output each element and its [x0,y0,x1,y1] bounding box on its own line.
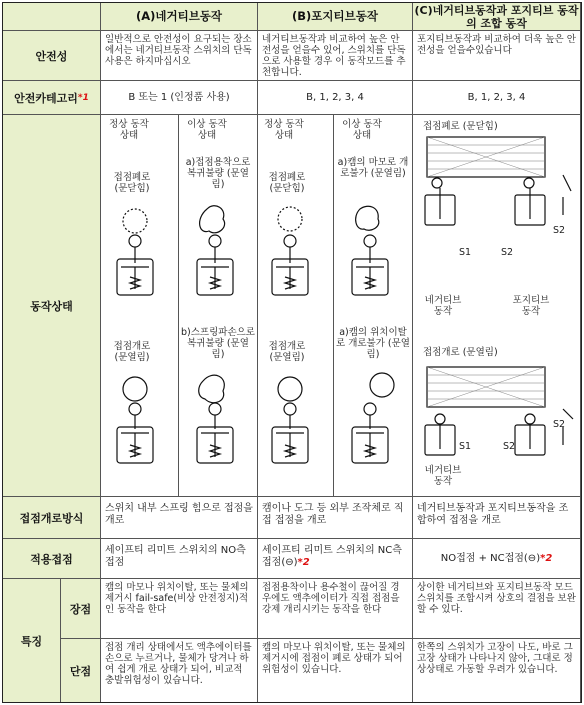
cap-abnormal-a: 이상 동작상태 [187,119,227,141]
cap-closed-a: 접점폐로 (문닫힘) [113,172,151,194]
contact-combined-footnote: *2 [540,553,553,564]
label-feature: 특징 [3,579,61,702]
operation-negative-normal [101,115,179,497]
label-negative-c1: 네거티브 동작 [424,295,462,317]
safety-combined: 포지티브동작과 비교하여 더욱 높은 안전성을 얻을수있습니다 [413,31,581,81]
label-s2-c2-left: S2 [503,441,516,452]
label-con: 단점 [61,639,101,702]
con-combined: 한쪽의 스위치가 고장이 나도, 바로 그 고장 상태가 나타나지 않아, 그대로 정상상태로 가동할 우려가 있습니다. [413,639,581,702]
label-contact: 적용접점 [3,539,101,579]
cap-fault-b-top: a)캠의 마모로 개로불가 (문열림) [337,157,409,179]
pro-combined: 상이한 네거티브와 포지티브동작 모드 스위치를 조합시켜 상호의 결점을 보완할 수 있다. [413,579,581,639]
cap-abnormal-b: 이상 동작상태 [342,119,382,141]
cap-closed-c: 접점폐로 (문닫힘) [423,121,498,132]
header-negative: (A)네거티브동작 [101,3,258,31]
switch-figure-a3 [179,197,258,317]
contact-positive [258,539,413,579]
contact-combined-text: NO접점 + NC접점(⊖) [440,553,541,564]
open-method-combined: 네거티브동작과 포지티브동작을 조합하여 접점을 개로 [413,497,581,539]
header-blank [3,3,101,31]
cap-fault-b-bottom: a)캠의 위치이탈로 개로불가 (문열림) [336,327,410,360]
label-pro: 장점 [61,579,101,639]
label-negative-c2: 네거티브 동작 [424,465,462,487]
category-footnote-mark: *1 [77,92,89,103]
cap-normal-b: 정상 동작상태 [264,119,304,141]
switch-figure-b4 [334,367,413,487]
label-operation: 동작상태 [3,115,101,497]
switch-figure-a4 [179,367,258,487]
header-positive: (B)포지티브동작 [258,3,413,31]
switch-figure-a1 [101,197,179,317]
comparison-table [2,2,582,703]
label-open-method: 접점개로방식 [3,497,101,539]
label-safety: 안전성 [3,31,101,81]
label-s2-c2-right: S2 [553,419,566,430]
switch-figure-a2 [101,367,179,487]
cap-fault-a-top: a)접점용착으로 복귀불량 (문열림) [185,157,251,190]
switch-figure-b1 [258,197,334,317]
cap-open-a: 접점개로 (문열림) [113,341,151,363]
category-negative: B 또는 1 (인정품 사용) [101,81,258,115]
contact-positive-text: 세이프티 리미트 스위치의 NC측 접점(⊖) [262,545,402,568]
category-label-text: 안전카테고리 [14,91,78,105]
category-combined: B, 1, 2, 3, 4 [413,81,581,115]
contact-positive-footnote: *2 [297,557,310,568]
pro-negative: 캠의 마모나 위치이탈, 또는 물체의 제거시 fail-safe(비상 안전정지)적인 동작을 한다 [101,579,258,639]
cap-normal-a: 정상 동작상태 [109,119,149,141]
open-method-negative: 스위치 내부 스프링 힘으로 접점을 개로 [101,497,258,539]
pro-positive: 접점용착이나 용수철이 끊어질 경우에도 액추에이터가 직접 접점을 강제 개리시키는 동작을 한다 [258,579,413,639]
operation-positive-abnormal [334,115,413,497]
safety-positive: 네거티브동작과 비교하여 높은 안전성을 얻을수 있어, 스위치를 단독으로 사용할 경우 이 동작모드를 추천합니다. [258,31,413,81]
con-positive: 캠의 마모나 위치이탈, 또는 물체의 제거시에 접점이 폐로 상태가 되어 위험성이 있습니다. [258,639,413,702]
operation-combined [413,115,581,497]
header-combined: (C)네거티브동작과 포지티브 동작의 조합 동작 [413,3,581,31]
label-positive-c1: 포지티브 동작 [512,295,550,317]
label-s1-c2: S1 [459,441,472,452]
label-s2-c1-right: S2 [553,225,566,236]
open-method-positive: 캠이나 도그 등 외부 조작체로 직접 접점을 개로 [258,497,413,539]
label-s2-c1-left: S2 [501,247,514,258]
cap-fault-a-bottom: b)스프링파손으로 복귀불량 (문열림) [181,327,255,360]
contact-combined [413,539,581,579]
cap-open-b: 접점개로 (문열림) [268,341,306,363]
safety-negative: 일반적으로 안전성이 요구되는 장소에서는 네거티브동작 스위치의 단독사용은 하지마십시오 [101,31,258,81]
label-s1-c1: S1 [459,247,472,258]
door-figure-c1 [413,135,581,265]
label-category [3,81,101,115]
con-negative: 접점 개리 상태에서도 액추에이터를 손으로 누르거나, 물체가 당겨나 하여 쉽게 개로 상태가 되어, 비교적 충발위험성이 있습니다. [101,639,258,702]
switch-figure-b2 [258,367,334,487]
switch-figure-b3 [334,197,413,317]
contact-negative: 세이프티 리미트 스위치의 NO측 접점 [101,539,258,579]
operation-positive-normal [258,115,334,497]
operation-negative-abnormal [179,115,258,497]
category-positive: B, 1, 2, 3, 4 [258,81,413,115]
cap-closed-b: 접점폐로 (문닫힘) [268,172,306,194]
cap-open-c: 접점개로 (문열림) [423,347,498,358]
